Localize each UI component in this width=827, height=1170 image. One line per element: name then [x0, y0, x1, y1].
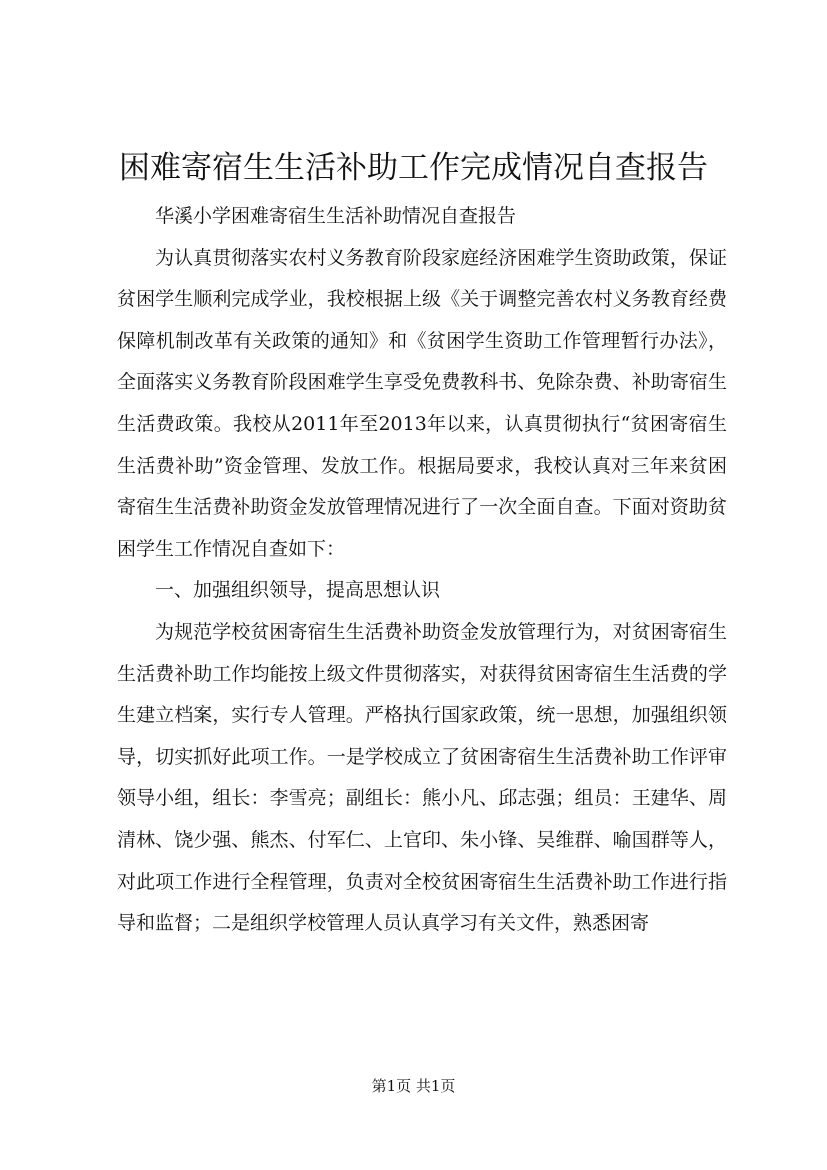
document-body — [117, 196, 727, 945]
paragraph-intro: 为认真贯彻落实农村义务教育阶段家庭经济困难学生资助政策，保证贫困学生顺利完成学业，我校根据上级《关于调整完善农村义务教育经费保障机制改革有关政策的通知》和《贫困学生资助工作管理暂行办法》，全面落实义务教育阶段困难学生享受免费教科书、免除杂费、补助寄宿生生活费政策。我校从2011年至2013年以来，认真贯彻执行“贫困寄宿生生活费补助”资金管理、发放工作。根据局要求，我校认真对三年来贫困寄宿生生活费补助资金发放管理情况进行了一次全面自查。下面对资助贫困学生工作情况自查如下： — [117, 246, 727, 560]
section-heading: 一、加强组织领导，提高思想认识 — [155, 579, 441, 602]
subtitle: 华溪小学困难寄宿生生活补助情况自查报告 — [155, 205, 517, 227]
page-footer: 第1页 共1页 — [371, 1077, 456, 1095]
paragraph-section-1: 为规范学校贫困寄宿生生活费补助资金发放管理行为，对贫困寄宿生生活费补助工作均能按上级文件贯彻落实，对获得贫困寄宿生生活费的学生建立档案，实行专人管理。严格执行国家政策，统一思想，加强组织领导，切实抓好此项工作。一是学校成立了贫困寄宿生生活费补助工作评审领导小组，组长：李雪亮；副组长：熊小凡、邱志强；组员：王建华、周清林、饶少强、熊杰、付军仁、上官印、朱小锋、吴维群、喻国群等人，对此项工作进行全程管理，负责对全校贫困寄宿生生活费补助工作进行指导和监督；二是组织学校管理人员认真学习有关文件，熟悉困寄 — [117, 620, 727, 935]
document-title: 困难寄宿生生活补助工作完成情况自查报告 — [119, 150, 708, 186]
